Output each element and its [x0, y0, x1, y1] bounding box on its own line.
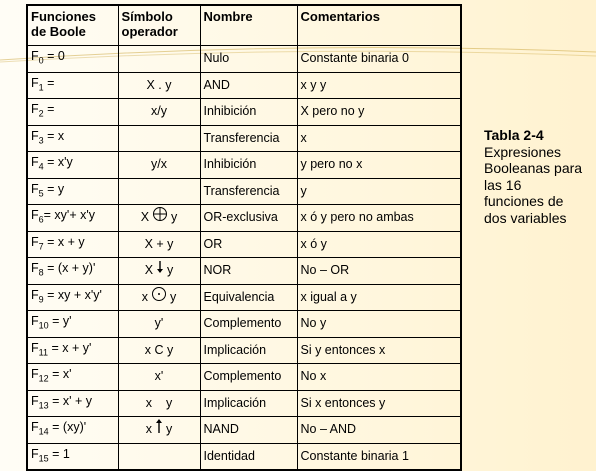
function-index: 12: [38, 373, 49, 384]
function-expression: = y': [48, 314, 72, 328]
name-cell: NAND: [200, 417, 297, 444]
caption-line: funciones de: [484, 193, 564, 209]
function-expression: = x'y: [43, 155, 73, 169]
function-expression: = x: [43, 128, 65, 143]
operator-symbol-cell: [118, 364, 200, 391]
table-row: [27, 337, 461, 364]
header-comments: Comentarios: [297, 5, 461, 46]
table-row: [27, 99, 461, 126]
function-cell: $F_2$ =: [27, 99, 118, 126]
symbol-left: x: [141, 289, 148, 304]
function-expression: = 1: [48, 446, 70, 461]
name-cell: Transferencia: [200, 178, 297, 205]
comment-cell: x igual a y: [297, 284, 461, 311]
table-row: [27, 152, 461, 179]
comment-cell: x y y: [297, 72, 461, 99]
function-index: 7: [38, 241, 44, 251]
operator-symbol-cell: [118, 231, 200, 258]
implication-symbol-icon: [155, 393, 163, 414]
function-index: 5: [38, 188, 44, 198]
name-cell: Implicación: [200, 337, 297, 364]
name-cell: OR: [200, 231, 297, 258]
symbol-right: y: [171, 210, 178, 225]
symbol-text: y/x: [151, 157, 167, 172]
function-expression: = x + y: [43, 234, 85, 249]
function-expression: = y: [43, 181, 65, 196]
comment-cell: Si x entonces y: [297, 390, 461, 417]
caption-line: las 16: [484, 176, 522, 193]
symbol-left: X: [140, 210, 150, 225]
name-cell: Equivalencia: [200, 284, 297, 311]
function-expression: =: [43, 102, 55, 116]
function-expression: = x' + y: [48, 393, 93, 408]
function-index: 8: [38, 267, 44, 278]
table-row: [27, 231, 461, 258]
operator-symbol-cell: [118, 258, 200, 285]
function-index: 10: [38, 320, 49, 331]
function-index: 6: [38, 214, 44, 225]
operator-symbol-cell: [118, 417, 200, 444]
operator-symbol-cell: [118, 152, 200, 179]
table-row: [27, 72, 461, 99]
comment-cell: No y: [297, 311, 461, 338]
operator-symbol-cell: [118, 337, 200, 364]
name-cell: NOR: [200, 258, 297, 285]
symbol-right: y: [166, 422, 173, 437]
table-row: [27, 364, 461, 391]
caption-line: Booleanas para: [484, 160, 583, 176]
comment-cell: y pero no x: [297, 152, 461, 179]
symbol-text: x/y: [151, 104, 167, 119]
comment-cell: Constante binaria 0: [297, 46, 461, 73]
function-index: 13: [38, 400, 49, 410]
table-row: [27, 390, 461, 417]
nand-up-arrow-icon: [155, 418, 163, 441]
table-row: [27, 258, 461, 285]
symbol-text: y': [154, 316, 164, 331]
function-expression: = xy'+ x'y: [43, 208, 95, 222]
symbol-left: x: [145, 422, 152, 437]
table-row: [27, 46, 461, 73]
comment-cell: Si y entonces x: [297, 337, 461, 364]
operator-symbol-cell: [118, 205, 200, 232]
function-expression: = (x + y)': [43, 261, 96, 275]
table-row: [27, 125, 461, 152]
caption-line: dos variables: [484, 209, 567, 226]
comment-cell: x: [297, 125, 461, 152]
function-index: 1: [38, 82, 44, 92]
name-cell: Identidad: [200, 443, 297, 470]
comment-cell: No – OR: [297, 258, 461, 285]
table-caption: [484, 127, 594, 226]
function-cell: $F_{13} = x' + y$: [27, 390, 118, 417]
name-cell: Complemento: [200, 364, 297, 391]
function-cell: $F_3 = x$: [27, 125, 118, 152]
function-cell: $F_{15} = 1$: [27, 443, 118, 470]
symbol-text: x C y: [144, 342, 174, 357]
comment-cell: Constante binaria 1: [297, 443, 461, 470]
symbol-left: X: [144, 263, 154, 278]
table-row: [27, 284, 461, 311]
operator-symbol-cell: [118, 284, 200, 311]
function-expression: = xy + x'y': [43, 287, 102, 302]
function-expression: = (xy)': [48, 420, 87, 434]
function-cell: $F_0 = 0$: [27, 46, 118, 73]
function-cell: $F_{11} = x + y'$: [27, 337, 118, 364]
table-header-row: [27, 5, 461, 46]
operator-symbol-cell: [118, 178, 200, 205]
symbol-right: y: [166, 395, 173, 410]
caption-title: Tabla 2-4: [484, 127, 544, 143]
function-cell: $F_4 = x'y$: [27, 152, 118, 179]
operator-symbol-cell: [118, 125, 200, 152]
header-name: Nombre: [200, 5, 297, 46]
symbol-text: x': [154, 369, 164, 384]
function-cell: $F_1$ =: [27, 72, 118, 99]
comment-cell: No – AND: [297, 417, 461, 444]
boolean-functions-table: [26, 4, 462, 471]
operator-symbol-cell: [118, 99, 200, 126]
function-expression: =: [43, 75, 55, 90]
symbol-text: X . y: [146, 77, 172, 92]
equivalence-circle-dot-icon: [151, 286, 167, 309]
name-cell: Complemento: [200, 311, 297, 338]
name-cell: Inhibición: [200, 99, 297, 126]
table-row: [27, 178, 461, 205]
xor-circle-plus-icon: [152, 206, 168, 229]
function-index: 4: [38, 161, 44, 172]
function-cell: $F_{12} = x'$: [27, 364, 118, 391]
function-cell: $F_{10} = y'$: [27, 311, 118, 338]
function-index: 15: [38, 453, 49, 463]
comment-cell: X pero no y: [297, 99, 461, 126]
name-cell: Nulo: [200, 46, 297, 73]
header-symbol: Símbolo operador: [118, 5, 200, 46]
operator-symbol-cell: [118, 390, 200, 417]
function-index: 11: [38, 347, 48, 357]
name-cell: Transferencia: [200, 125, 297, 152]
table-row: [27, 443, 461, 470]
symbol-left: x: [145, 395, 152, 410]
comment-cell: No x: [297, 364, 461, 391]
function-cell: $F_5 = y$: [27, 178, 118, 205]
function-expression: = 0: [43, 49, 65, 63]
symbol-text: X + y: [144, 236, 174, 251]
function-cell: $F_9$ = xy + x'y': [27, 284, 118, 311]
header-functions: Funciones de Boole: [27, 5, 118, 46]
comment-cell: y: [297, 178, 461, 205]
name-cell: Inhibición: [200, 152, 297, 179]
table-row: [27, 311, 461, 338]
operator-symbol-cell: [118, 46, 200, 73]
table-row: [27, 417, 461, 444]
function-index: 0: [38, 55, 44, 66]
operator-symbol-cell: [118, 72, 200, 99]
function-index: 14: [38, 426, 49, 437]
function-cell: $F_6= xy'+ x'y$: [27, 205, 118, 232]
function-index: 9: [38, 294, 44, 304]
caption-line: Expresiones: [484, 143, 562, 160]
operator-symbol-cell: [118, 443, 200, 470]
name-cell: AND: [200, 72, 297, 99]
table-row: [27, 205, 461, 232]
function-index: 3: [38, 135, 44, 145]
symbol-right: y: [167, 263, 174, 278]
nor-down-arrow-icon: [156, 260, 164, 281]
function-index: 2: [38, 108, 44, 119]
operator-symbol-cell: [118, 311, 200, 338]
function-cell: $F_{14} = (xy)'$: [27, 417, 118, 444]
function-cell: $F_7 = x + y$: [27, 231, 118, 258]
function-cell: $F_8 = (x + y)'$: [27, 258, 118, 285]
function-expression: = x': [48, 367, 72, 381]
symbol-right: y: [170, 289, 177, 304]
name-cell: Implicación: [200, 390, 297, 417]
name-cell: OR-exclusiva: [200, 205, 297, 232]
comment-cell: x ó y pero no ambas: [297, 205, 461, 232]
comment-cell: x ó y: [297, 231, 461, 258]
function-expression: = x + y': [47, 340, 92, 355]
